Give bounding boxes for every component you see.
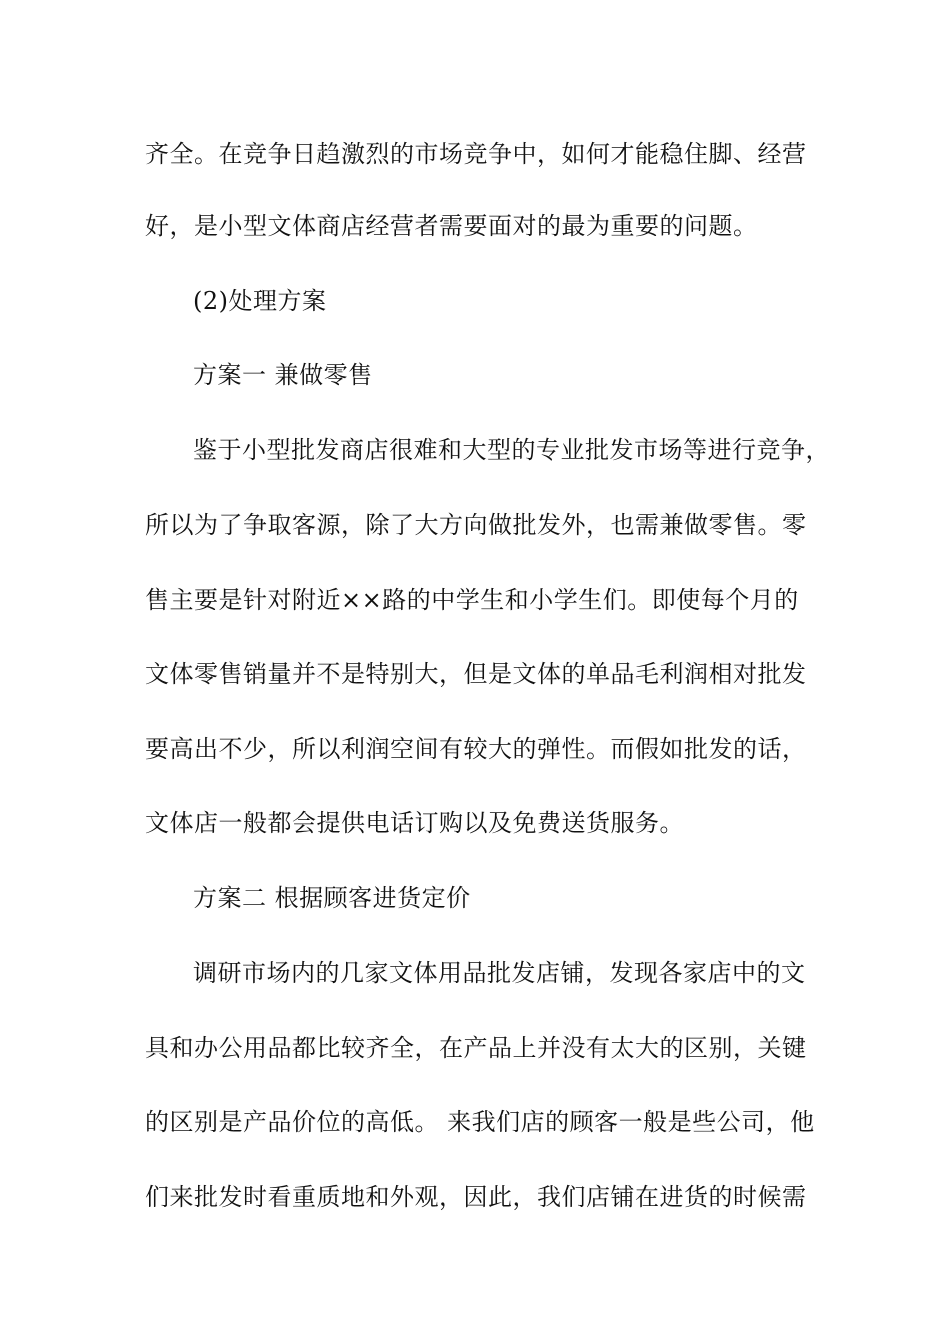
paragraph-line: 文体零售销量并不是特别大，但是文体的单品毛利润相对批发 [145,660,807,688]
subsection-heading: 方案二 根据顾客进货定价 [193,884,471,912]
paragraph-line: 所以为了争取客源，除了大方向做批发外，也需兼做零售。零 [145,511,807,539]
paragraph-line: 文体店一般都会提供电话订购以及免费送货服务。 [145,809,684,837]
paragraph-line: 调研市场内的几家文体用品批发店铺，发现各家店中的文 [193,959,806,987]
paragraph-line: 齐全。在竞争日趋激烈的市场竞争中，如何才能稳住脚、经营 [145,140,807,168]
paragraph-line: 要高出不少，所以利润空间有较大的弹性。而假如批发的话， [145,735,807,763]
paragraph-line: 好，是小型文体商店经营者需要面对的最为重要的问题。 [145,212,758,240]
paragraph-line: 售主要是针对附近××路的中学生和小学生们。即使每个月的 [145,586,799,614]
paragraph-line: 的区别是产品价位的高低。 来我们店的顾客一般是些公司，他 [145,1108,815,1136]
subsection-heading: 方案一 兼做零售 [193,361,373,389]
paragraph-line: 鉴于小型批发商店很难和大型的专业批发市场等进行竞争， [193,436,830,464]
section-heading: (2)处理方案 [193,287,327,315]
paragraph-line: 们来批发时看重质地和外观，因此，我们店铺在进货的时候需 [145,1183,807,1211]
paragraph-line: 具和办公用品都比较齐全，在产品上并没有太大的区别，关键 [145,1034,807,1062]
